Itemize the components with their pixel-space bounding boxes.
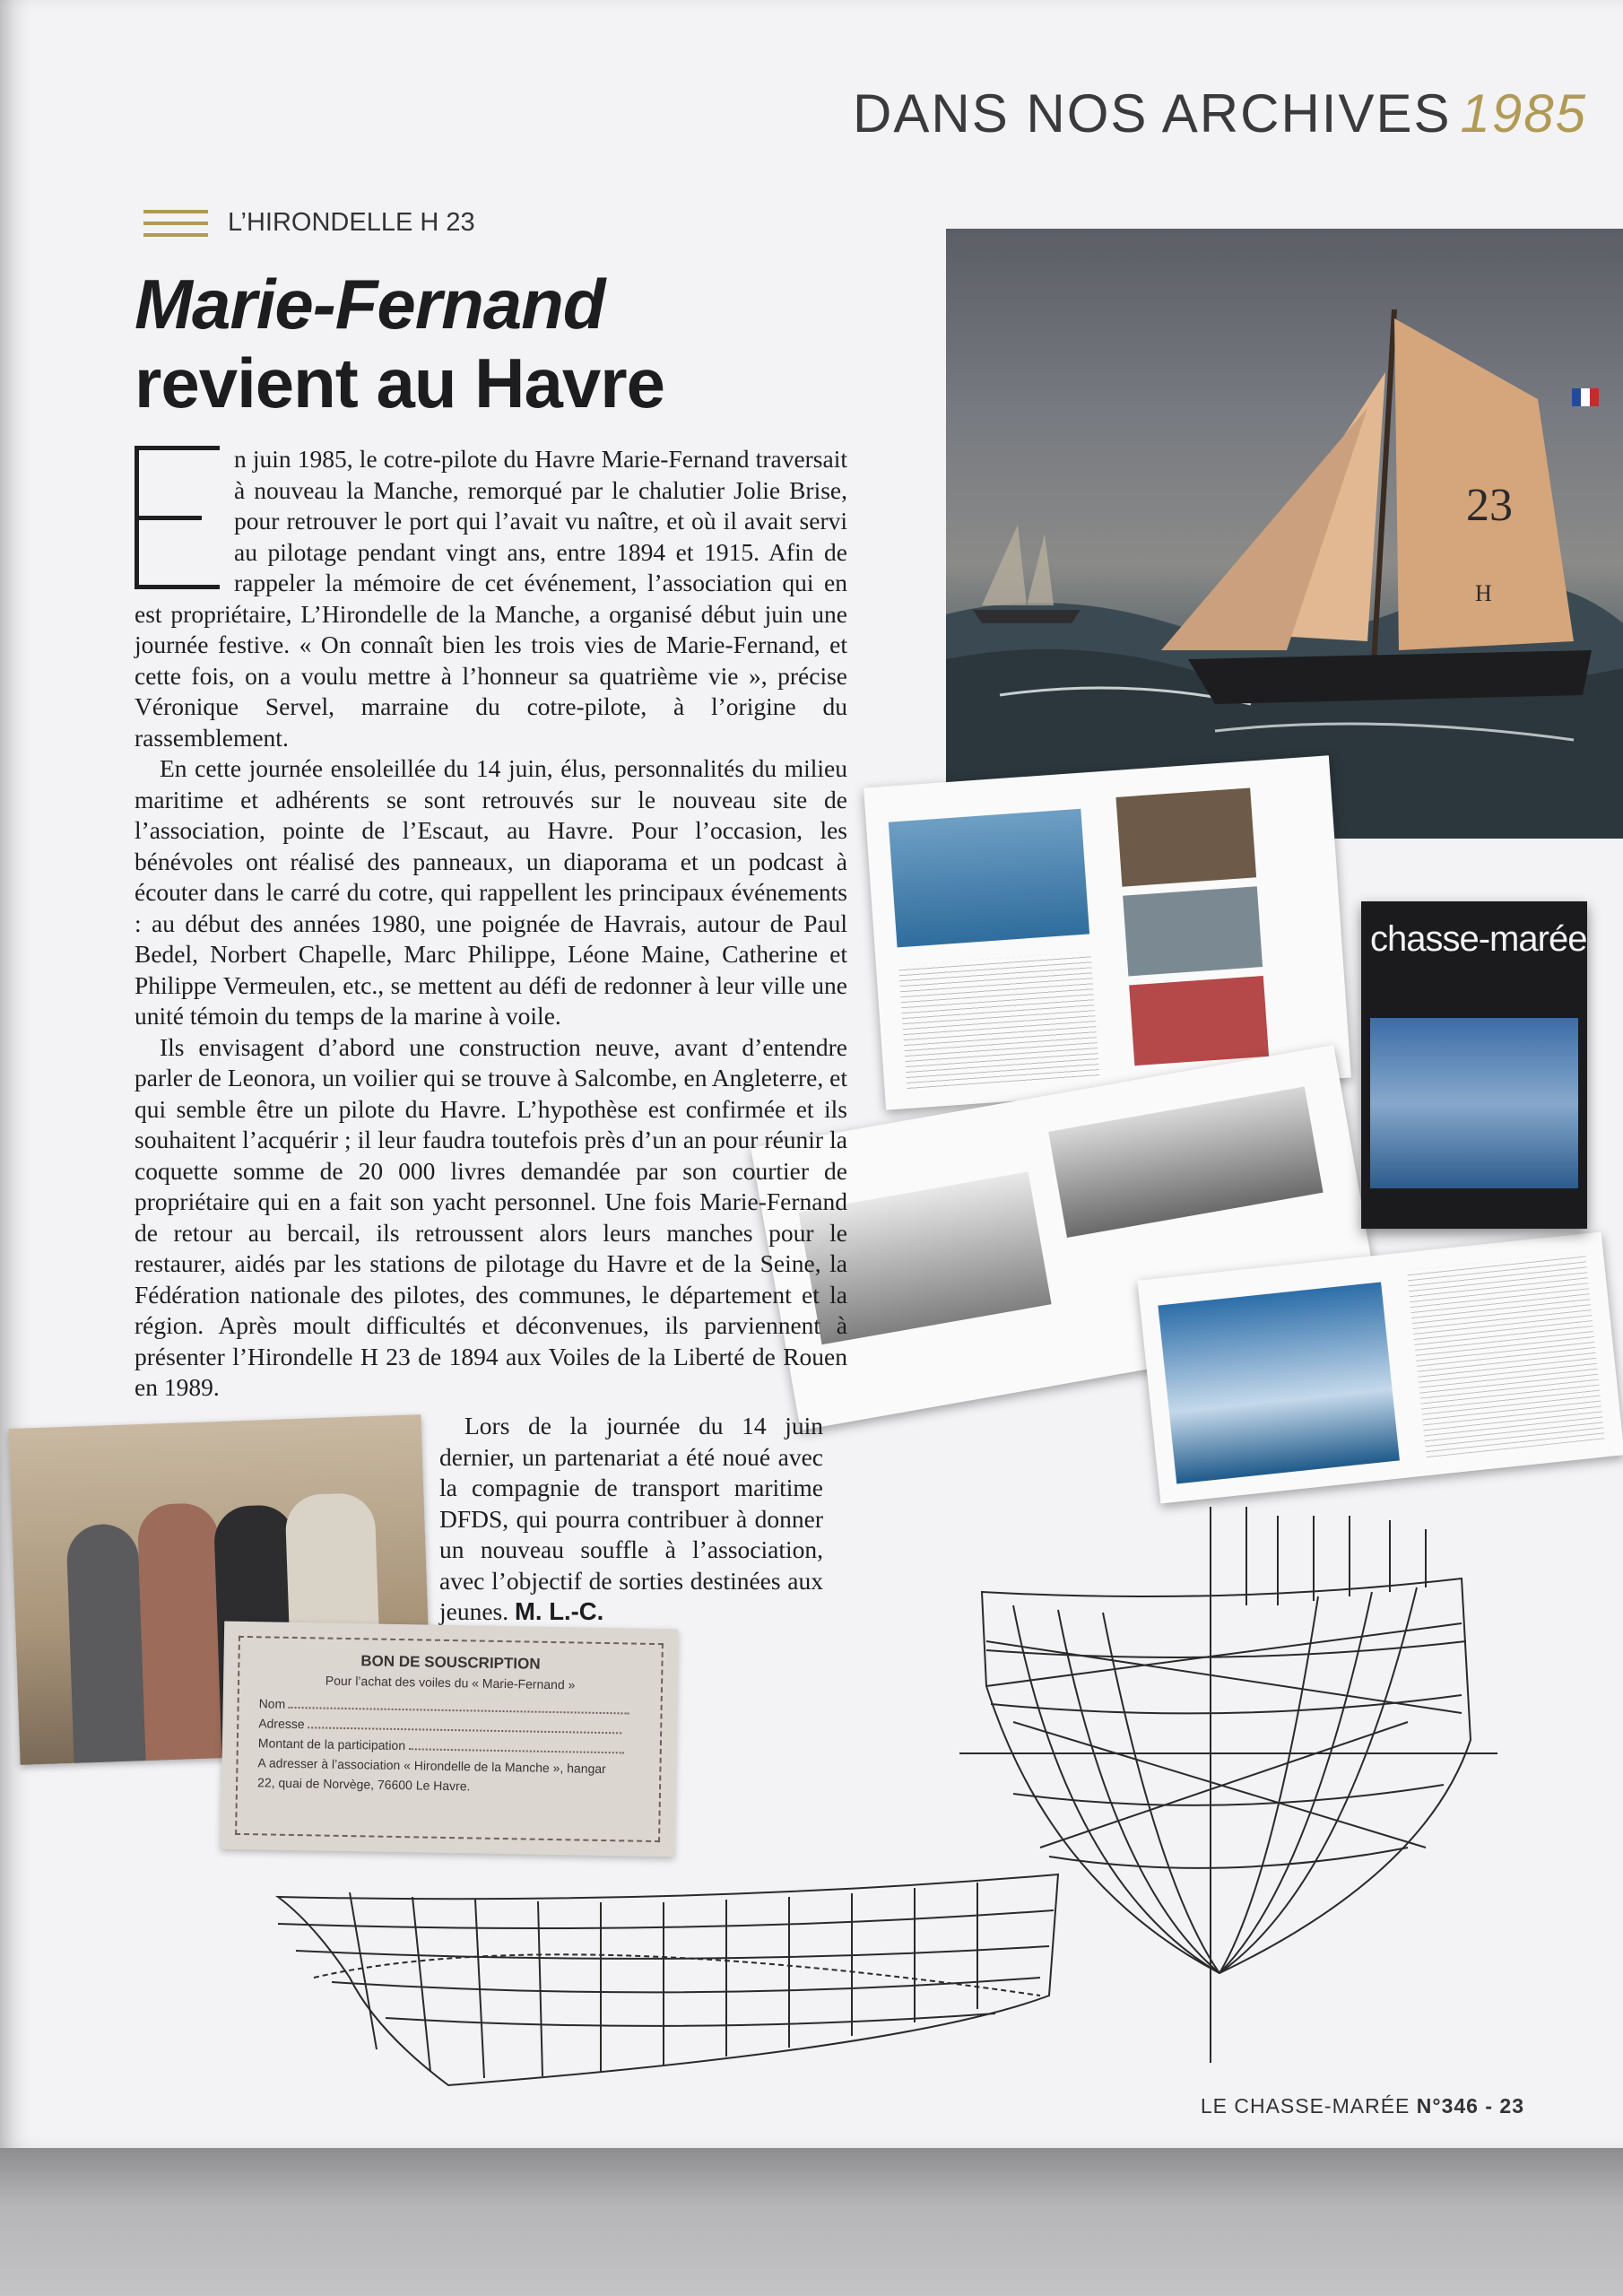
coupon-address-1: A adresser à l’association « Hirondelle de la Manche », hangar [257,1755,606,1777]
article-column-1 [135,444,847,1404]
folio-publication: LE CHASSE-MARÉE [1200,2094,1410,2118]
page-folio [1201,2094,1524,2118]
paragraph-2: En cette journée ensoleillée du 14 juin, élus, personnalités du milieu maritime et adhérents se sont retrouvés sur le nouveau site de l’association, pointe de l’Escaut, au Havre. Pour l’occasion, les bénévoles ont réalisé des panneaux, un diaporama et un podcast à écouter dans le carré du cotre, qui rappellent les principaux événements : au début des années 1980, une poignée de Havrais, autour de Paul Bedel, Norbert Chapelle, Marc Philippe, Léone Maine, Catherine et Philippe Vermeulen, etc., se mettent au défi de redonner à leur ville une unité témoin du temps de la marine à voile. [135,754,847,1030]
coupon-title: BON DE SOUSCRIPTION [360,1652,541,1673]
kicker-bars-icon [143,210,208,237]
author-signature: M. L.-C. [515,1597,604,1625]
section-rubric [853,83,1587,144]
hull-profile-drawing [278,1870,1067,2085]
sail-number: 23 [1466,480,1513,531]
coupon-address-2: 22, quai de Norvège, 76600 Le Havre. [256,1775,471,1794]
sail-letter: H [1475,580,1492,606]
cover-title: chasse-marée [1370,919,1587,959]
article-column-2 [439,1411,823,1628]
coupon-field-address: Adresse [258,1713,640,1739]
rubric-year: 1985 [1460,83,1587,144]
paragraph-1: n juin 1985, le cotre-pilote du Havre Marie-Fernand traversait à nouveau la Manche, remorqué par le chalutier Jolie Brise, pour retrouver le port qui l’avait vu naître, et où il avait servi au pilotage pendant vingt ans, entre 1894 et 1915. Afin de rappeler la mémoire de cet événement, l’association qui en est propriétaire, L’Hirondelle de la Manche, a organisé début juin une journée festive. « On connaît bien les trois vies de Marie-Fernand, et cette fois, on a voulu mettre à l’honneur sa quatrième vie », précise Véronique Servel, marraine du cotre-pilote, à l’origine du rassemblement. [135,445,847,752]
title-line-1: Marie-Fernand [135,265,605,344]
paragraph-3: Ils envisagent d’abord une construction neuve, avant d’entendre parler de Leonora, un voilier qui se trouve à Salcombe, en Angleterre, et qui semble être un pilote du Havre. L’hypothèse est confirmée et ils souhaitent l’acquérir ; il leur faudra toutefois près d’un an pour réunir la coquette somme de 20 000 livres demandée par son courtier de propriétaire qui en a fait son yacht personnel. Une fois Marie-Fernand de retour au bercail, ils retroussent alors leurs manches pour le restaurer, aidés par les stations de pilotage du Havre et de la Seine, la Fédération nationale des pilotes, des communes, le département et la région. Après moult difficultés et déconvenues, ils parviennent à présenter l’Hirondelle H 23 de 1894 aux Voiles de la Liberté de Rouen en 1989. [135,1032,847,1401]
open-magazine-3 [1137,1232,1623,1504]
magazine-cover [1361,901,1587,1229]
rubric-label: DANS NOS ARCHIVES [853,83,1452,144]
coupon-field-name: Nom [258,1693,640,1719]
scan-bottom-margin [0,2148,1623,2296]
folio-issue: N°346 - 23 [1416,2094,1524,2118]
article-title [135,265,664,422]
kicker-label: L’HIRONDELLE H 23 [228,208,475,237]
drop-cap-e [135,446,220,589]
subscription-coupon [221,1622,678,1857]
painting-cutter [946,229,1623,839]
paragraph-4: Lors de la journée du 14 juin dernier, un partenariat a été noué avec la compagnie de transport maritime DFDS, qui pourra contribuer à donner un nouveau souffle à l’association, avec l’objectif de sorties destinées aux jeunes. M. L.-C. [439,1412,823,1625]
coupon-field-amount: Montant de la participation [258,1733,640,1759]
title-line-2: revient au Havre [135,344,664,422]
kicker [143,208,475,238]
coupon-subtitle: Pour l’achat des voiles du « Marie-Fernand » [325,1673,576,1692]
painting-illustration [946,229,1623,839]
